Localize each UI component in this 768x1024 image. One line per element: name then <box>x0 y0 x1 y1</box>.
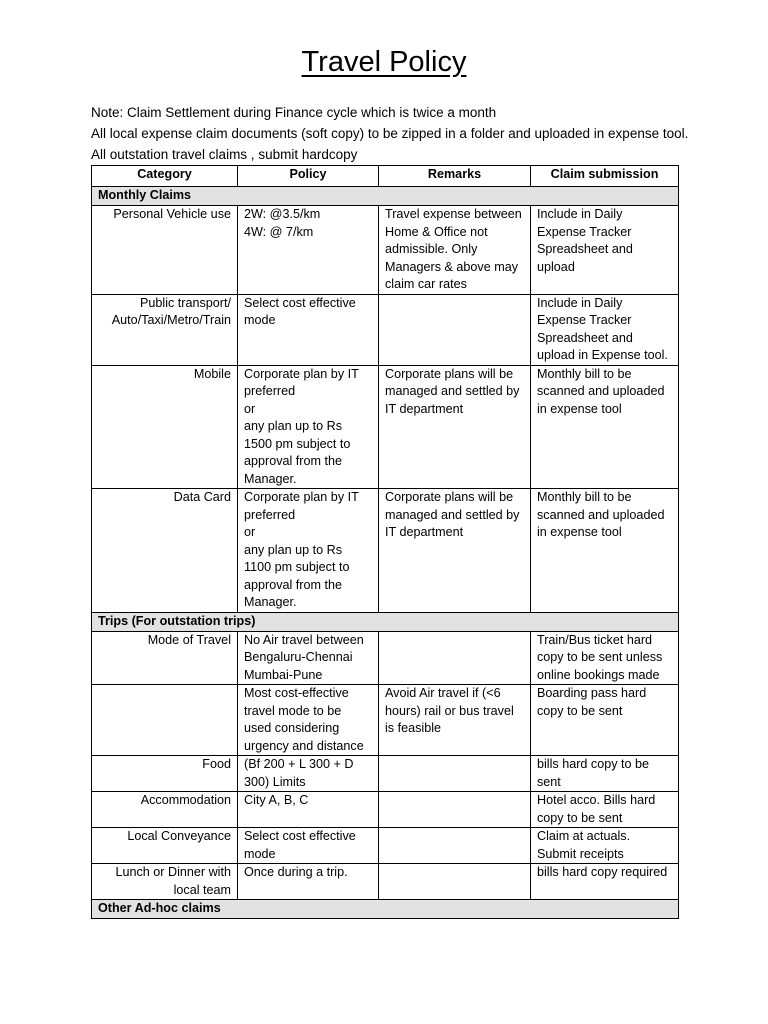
cell-remarks <box>379 792 531 828</box>
cell-category: Mobile <box>92 365 238 489</box>
cell-claim-submission: Train/Bus ticket hard copy to be sent unless online bookings made <box>531 631 679 685</box>
table-row <box>92 756 679 792</box>
cell-category: Data Card <box>92 489 238 613</box>
cell-policy: Corporate plan by IT preferred or any plan up to Rs 1500 pm subject to approval from the Manager. <box>238 365 379 489</box>
cell-category: Public transport/ Auto/Taxi/Metro/Train <box>92 294 238 365</box>
section-row-trips <box>92 612 679 631</box>
cell-category: Mode of Travel <box>92 631 238 685</box>
table-row <box>92 864 679 900</box>
cell-policy: 2W: @3.5/km 4W: @ 7/km <box>238 206 379 295</box>
cell-claim-submission: bills hard copy required <box>531 864 679 900</box>
cell-claim-submission: Boarding pass hard copy to be sent <box>531 685 679 756</box>
cell-category: Lunch or Dinner with local team <box>92 864 238 900</box>
header-policy: Policy <box>238 166 379 187</box>
note-line-2: All local expense claim documents (soft copy) to be zipped in a folder and uploaded in expense tool. All outstation travel claims , submit hardcopy <box>91 126 689 162</box>
cell-claim-submission: Monthly bill to be scanned and uploaded in expense tool <box>531 365 679 489</box>
cell-remarks <box>379 631 531 685</box>
cell-claim-submission: Include in Daily Expense Tracker Spreadsheet and upload <box>531 206 679 295</box>
section-title: Monthly Claims <box>92 187 679 206</box>
table-row <box>92 489 679 613</box>
section-row-other-adhoc <box>92 900 679 919</box>
cell-remarks <box>379 294 531 365</box>
cell-policy: Once during a trip. <box>238 864 379 900</box>
section-row-monthly-claims <box>92 187 679 206</box>
cell-category: Personal Vehicle use <box>92 206 238 295</box>
cell-policy: Corporate plan by IT preferred or any plan up to Rs 1100 pm subject to approval from the Manager. <box>238 489 379 613</box>
cell-category: Food <box>92 756 238 792</box>
cell-claim-submission: bills hard copy to be sent <box>531 756 679 792</box>
cell-claim-submission: Include in Daily Expense Tracker Spreadsheet and upload in Expense tool. <box>531 294 679 365</box>
table-row <box>92 206 679 295</box>
note-line-1: Note: Claim Settlement during Finance cycle which is twice a month <box>91 105 497 120</box>
cell-remarks: Travel expense between Home & Office not admissible. Only Managers & above may claim car rates <box>379 206 531 295</box>
cell-policy: City A, B, C <box>238 792 379 828</box>
cell-category: Local Conveyance <box>92 828 238 864</box>
cell-remarks: Corporate plans will be managed and settled by IT department <box>379 365 531 489</box>
cell-policy: No Air travel between Bengaluru-Chennai Mumbai-Pune <box>238 631 379 685</box>
cell-remarks <box>379 864 531 900</box>
table-row <box>92 685 679 756</box>
table-row <box>92 294 679 365</box>
table-row <box>92 828 679 864</box>
section-title: Trips (For outstation trips) <box>92 612 679 631</box>
cell-policy: Select cost effective mode <box>238 294 379 365</box>
header-claim-submission: Claim submission <box>531 166 679 187</box>
notes <box>91 102 691 165</box>
cell-policy: Select cost effective mode <box>238 828 379 864</box>
cell-category <box>92 685 238 756</box>
cell-claim-submission: Monthly bill to be scanned and uploaded in expense tool <box>531 489 679 613</box>
cell-remarks <box>379 756 531 792</box>
cell-policy: Most cost-effective travel mode to be used considering urgency and distance <box>238 685 379 756</box>
document-title: Travel Policy <box>301 46 467 78</box>
cell-claim-submission: Hotel acco. Bills hard copy to be sent <box>531 792 679 828</box>
cell-category: Accommodation <box>92 792 238 828</box>
cell-claim-submission: Claim at actuals. Submit receipts <box>531 828 679 864</box>
cell-policy: (Bf 200 + L 300 + D 300) Limits <box>238 756 379 792</box>
cell-remarks <box>379 828 531 864</box>
cell-remarks: Corporate plans will be managed and settled by IT department <box>379 489 531 613</box>
table-header-row <box>92 166 679 187</box>
table-row <box>92 365 679 489</box>
header-remarks: Remarks <box>379 166 531 187</box>
header-category: Category <box>92 166 238 187</box>
table-row <box>92 792 679 828</box>
cell-remarks: Avoid Air travel if (<6 hours) rail or bus travel is feasible <box>379 685 531 756</box>
policy-table <box>91 165 679 919</box>
table-row <box>92 631 679 685</box>
section-title: Other Ad-hoc claims <box>92 900 679 919</box>
